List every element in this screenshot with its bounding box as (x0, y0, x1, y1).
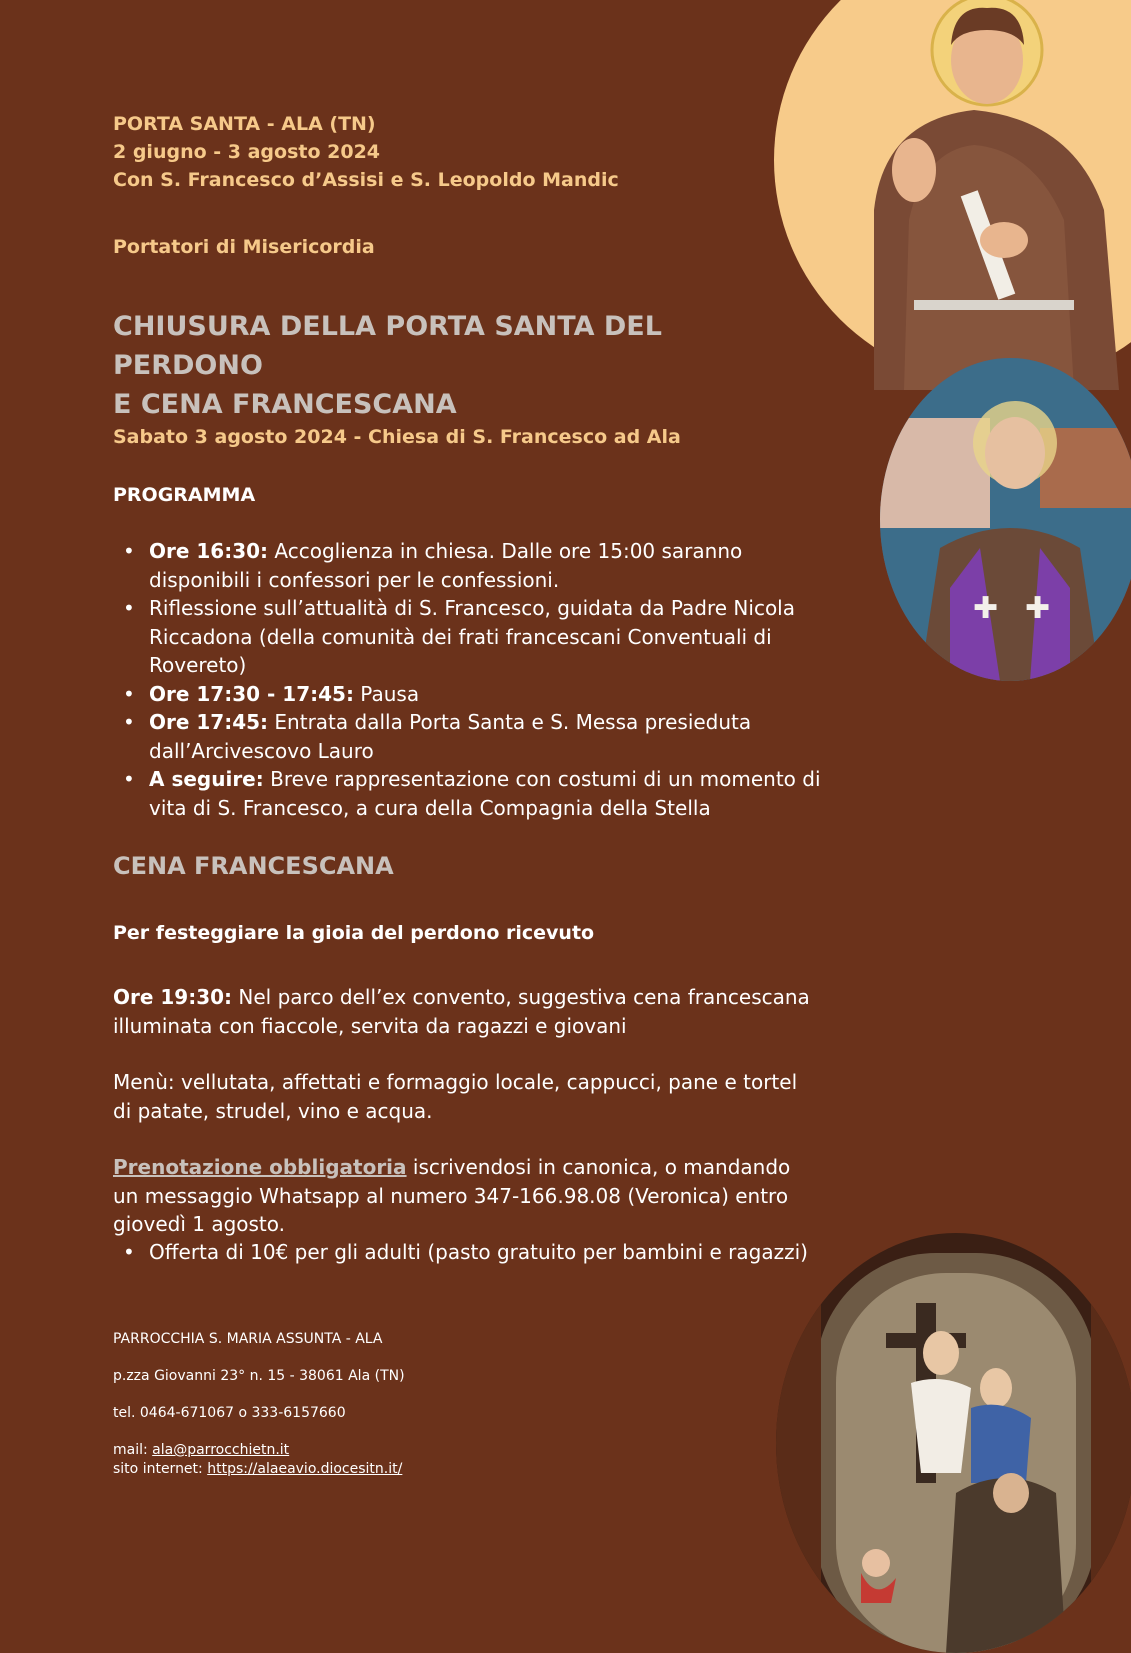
booking-link[interactable]: Prenotazione obbligatoria (113, 1155, 407, 1179)
parish-site: sito internet: https://alaeavio.diocesitn.it/ (113, 1461, 403, 1477)
list-item: • Riflessione sull’attualità di S. Francesco, guidata da Padre Nicola Riccadona (della comunità dei frati francescani Conventuali di Rovereto) (149, 594, 839, 680)
list-item: • Ore 17:45: Entrata dalla Porta Santa e S. Messa presieduta dall’Arcivescovo Lauro (149, 708, 839, 765)
dinner-heading: CENA FRANCESCANA (113, 852, 394, 880)
parish-name: PARROCCHIA S. MARIA ASSUNTA - ALA (113, 1331, 383, 1347)
date-place: Sabato 3 agosto 2024 - Chiesa di S. Francesco ad Ala (113, 426, 681, 448)
dinner-menu: Menù: vellutata, affettati e formaggio locale, cappucci, pane e tortel di patate, strudel, vino e acqua. (113, 1070, 798, 1123)
svg-text:✚: ✚ (1025, 591, 1051, 626)
list-item: • Ore 17:30 - 17:45: Pausa (149, 680, 839, 709)
site-link[interactable]: https://alaeavio.diocesitn.it/ (207, 1461, 403, 1477)
offer-list (113, 1238, 839, 1267)
altarpiece-illustration (776, 1233, 1131, 1653)
saint-leopold-image (880, 358, 1131, 681)
program-list (113, 537, 839, 822)
program-heading: PROGRAMMA (113, 484, 256, 506)
svg-text:✚: ✚ (973, 591, 999, 626)
altarpiece-image (776, 1233, 1131, 1653)
list-item: • Offerta di 10€ per gli adulti (pasto gratuito per bambini e ragazzi) (149, 1238, 839, 1267)
header-block (113, 110, 803, 194)
dinner-tagline: Per festeggiare la gioia del perdono ricevuto (113, 922, 595, 944)
saint-leopold-illustration (880, 358, 1131, 681)
main-title-line-2: E CENA FRANCESCANA (113, 389, 457, 420)
list-item: • A seguire: Breve rappresentazione con costumi di un momento di vita di S. Francesco, a cura della Compagnia della Stella (149, 765, 839, 822)
parish-mail: mail: ala@parrocchietn.it (113, 1442, 290, 1458)
list-item: • Ore 16:30: Accoglienza in chiesa. Dalle ore 15:00 saranno disponibili i confessori per le confessioni. (149, 537, 839, 594)
main-title-line-1: CHIUSURA DELLA PORTA SANTA DEL PERDONO (113, 311, 662, 381)
parish-phone: tel. 0464-671067 o 333-6157660 (113, 1405, 346, 1421)
header-line-3: Con S. Francesco d’Assisi e S. Leopoldo Mandic (113, 169, 619, 191)
parish-address: p.zza Giovanni 23° n. 15 - 38061 Ala (TN) (113, 1368, 405, 1384)
saint-francis-illustration (774, 0, 1131, 390)
saint-francis-image (774, 0, 1131, 390)
booking-info: Prenotazione obbligatoria iscrivendosi in canonica, o mandando un messaggio Whatsapp al numero 347-166.98.08 (Veronica) entro giovedì 1 agosto. (113, 1155, 791, 1236)
main-title (113, 307, 813, 424)
dinner-time: Ore 19:30: Nel parco dell’ex convento, suggestiva cena francescana illuminata con fiaccole, servita da ragazzi e giovani (113, 985, 810, 1038)
subtitle: Portatori di Misericordia (113, 236, 375, 258)
header-line-1: PORTA SANTA - ALA (TN) (113, 113, 376, 135)
header-line-2: 2 giugno - 3 agosto 2024 (113, 141, 381, 163)
mail-link[interactable]: ala@parrocchietn.it (152, 1442, 290, 1458)
